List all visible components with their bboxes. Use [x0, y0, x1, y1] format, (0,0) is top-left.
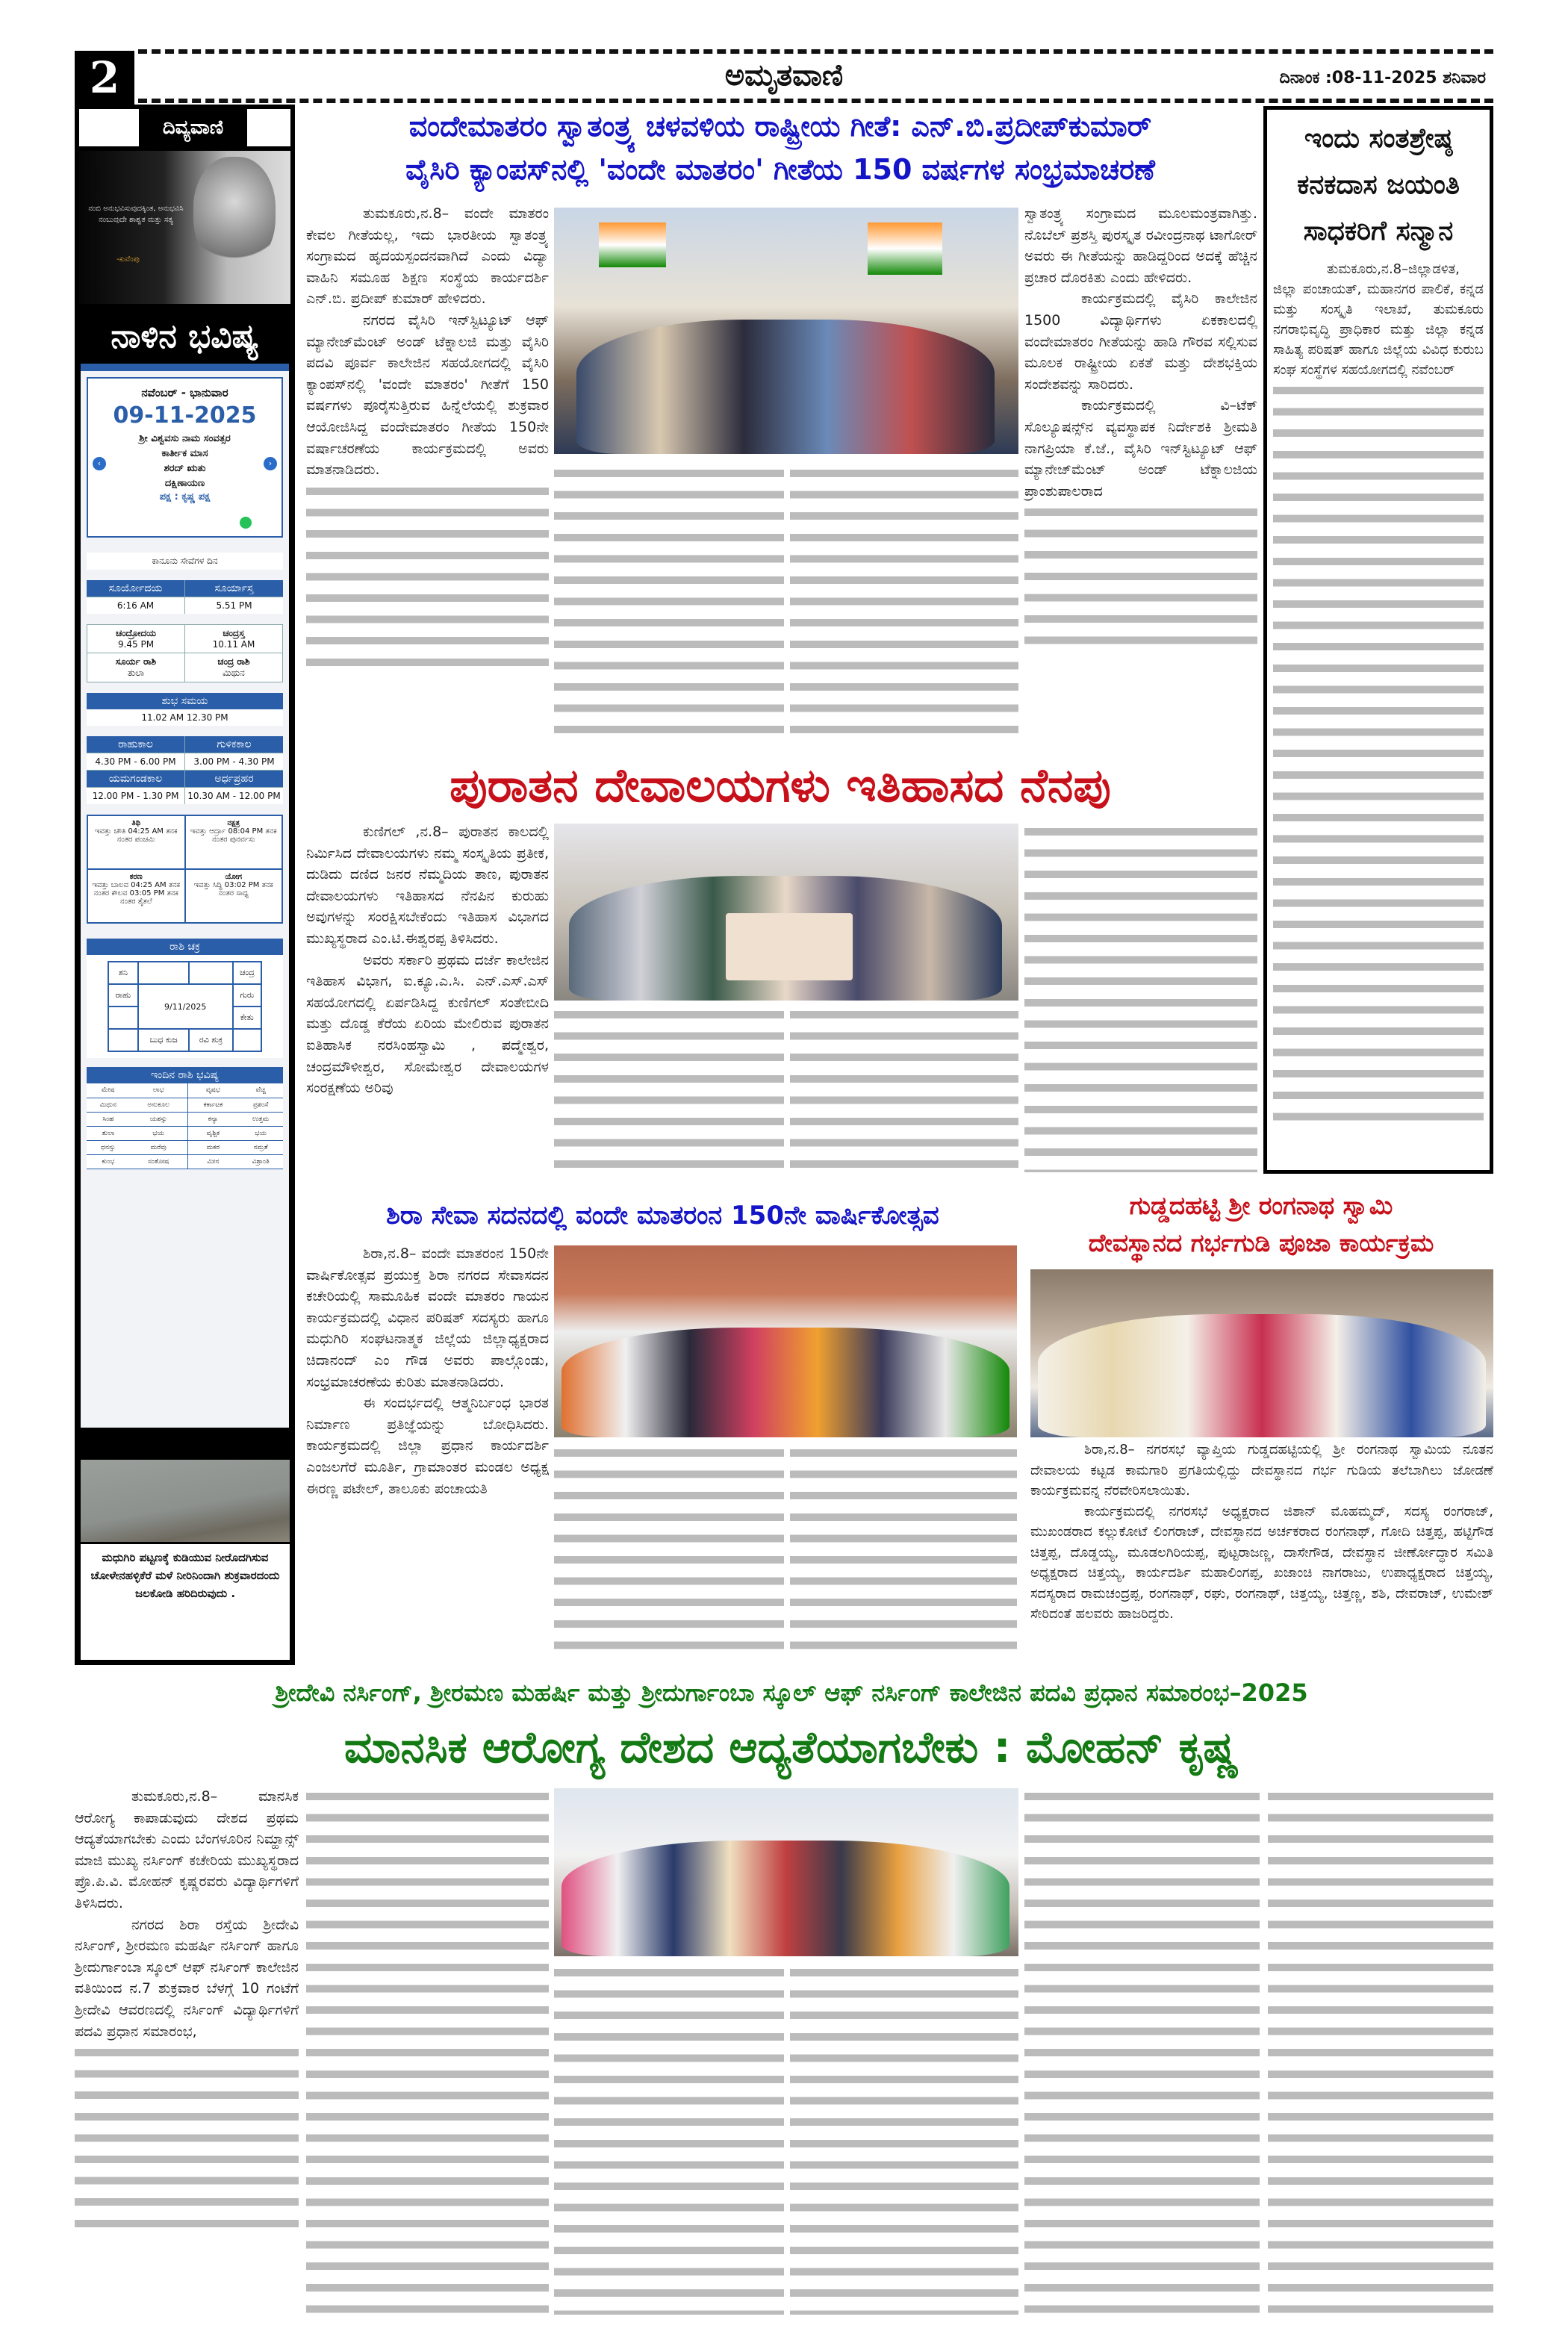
sunset-time: 5.51 PM: [185, 597, 283, 614]
kanaka-headline: ಇಂದು ಸಂತಶ್ರೇಷ್ಠ ಕನಕದಾಸ ಜಯಂತಿ ಸಾಧಕರಿಗೆ ಸನ್ಮಾನ: [1297, 123, 1460, 246]
nursing-col3: [554, 1962, 784, 2315]
rashi-row: [87, 1140, 283, 1154]
paragraph: ಶಿರಾ,ನ.8– ವಂದೇ ಮಾತರಂನ 150ನೇ ವಾರ್ಷಿಕೋತ್ಸವ ಪ್ರಯುಕ್ತ ಶಿರಾ ನಗರದ ಸೇವಾಸದನ ಕಚೇರಿಯಲ್ಲಿ ಸಾಮೂಹಿಕ ವಂದೇ ಮಾತರಂ ಗಾಯನ ಕಾರ್ಯಕ್ರಮದಲ್ಲಿ ವಿಧಾನ ಪರಿಷತ್ ಸದಸ್ಯರು ಹಾಗೂ ಮಧುಗಿರಿ ಸಂಘಟನಾತ್ಮಕ ಜಿಲ್ಲೆಯ ಜಿಲ್ಲಾಧ್ಯಕ್ಷರಾದ ಚಿದಾನಂದ್ ಎಂ ಗೌಡ ಅವರು ಪಾಲ್ಗೊಂಡು, ಸಂಭ್ರಮಾಚರಣೆಯ ಕುರಿತು ಮಾತನಾಡಿದರು.: [306, 1245, 549, 1390]
rashi-chakra-grid: [108, 961, 262, 1052]
temple-col3: [790, 1004, 1018, 1172]
photo-caption: ಮಧುಗಿರಿ ಪಟ್ಟಣಕ್ಕೆ ಕುಡಿಯುವ ನೀರೊದಗಿಸುವ ಚೋಳೇನಹಳ್ಳಿಕೆರೆ ಮಳೆ ನೀರಿನಿಂದಾಗಿ ಶುಕ್ರವಾರದಂದು ಜಲಕೋಡಿ ಹರಿದಿರುವುದು .: [81, 1544, 290, 1660]
divyavani-header: [79, 109, 290, 146]
rashi-chakra-title: ರಾಶಿ ಚಕ್ರ: [87, 939, 283, 955]
karana: ಇವತ್ತು ಬಾಲವ 04:25 AM ತನಕ ನಂತರ ಕೌಲವ 03:05 PM ತನಕ ನಂತರ ತೈತಲೆ: [92, 881, 181, 906]
kanakadasa-box: [1263, 106, 1493, 1174]
rashi-prediction: ಯಶಸ್ಸು: [149, 1115, 167, 1123]
sira-headline: ಶಿರಾ ಸೇವಾ ಸದನದಲ್ಲಿ ವಂದೇ ಮಾತರಂನ 150ನೇ ವಾರ್ಷಿಕೋತ್ಸವ: [386, 1201, 939, 1231]
nursing-col4: [790, 1962, 1018, 2315]
ranga-event-photo: [1030, 1269, 1493, 1437]
sira-event-photo: [554, 1245, 1017, 1437]
yama-time: 12.00 PM - 1.30 PM: [87, 788, 184, 804]
ayana: ದಕ್ಷಿಣಾಯಣ: [164, 478, 205, 489]
month-day: ನವೆಂಬರ್ - ಭಾನುವಾರ: [141, 386, 228, 399]
next-arrow-icon[interactable]: ›: [264, 457, 277, 470]
sunset-label: ಸೂರ್ಯಾಸ್ತ: [185, 580, 283, 597]
house: ಗುರು: [233, 984, 261, 1007]
temple-col1: [306, 821, 549, 1172]
ardha-label: ಅರ್ಧಪ್ರಹರ: [185, 771, 283, 787]
panchanga-panel: [81, 364, 289, 1428]
page-number: 2: [75, 51, 134, 105]
rashi-name: ಧನಸ್ಸು: [101, 1143, 116, 1151]
paragraph: ನಗರದ ಶಿರಾ ರಸ್ತೆಯ ಶ್ರೀದೇವಿ ನರ್ಸಿಂಗ್, ಶ್ರೀರಮಣ ಮಹರ್ಷಿ ನರ್ಸಿಂಗ್ ಹಾಗೂ ಶ್ರೀದುರ್ಗಾಂಬಾ ಸ್ಕೂಲ್ ಆಫ್ ನರ್ಸಿಂಗ್ ಕಾಲೇಜಿನ ವತಿಯಿಂದ ನ.7 ಶುಕ್ರವಾರ ಬೆಳಗ್ಗೆ 10 ಗಂಟೆಗೆ ಶ್ರೀದೇವಿ ಆವರಣದಲ್ಲಿ ನರ್ಸಿಂಗ್ ವಿದ್ಯಾರ್ಥಿಗಳಿಗೆ ಪದವಿ ಪ್ರಧಾನ ಸಮಾರಂಭ,: [75, 1916, 299, 2040]
vande-col3: [790, 463, 1018, 747]
header-rule-bottom: [138, 99, 1493, 103]
house: ಬುಧ ಕುಜ: [138, 1029, 190, 1051]
rashi-name: ತುಲಾ: [102, 1129, 115, 1137]
rashi-prediction: ಭಯ: [255, 1129, 267, 1137]
nursing-headline: ಮಾನಸಿಕ ಆರೋಗ್ಯ ದೇಶದ ಆದ್ಯತೆಯಾಗಬೇಕು : ಮೋಹನ್ ಕೃಷ್ಣ: [343, 1722, 1239, 1773]
house: ಕೇತು: [233, 1007, 261, 1029]
surya-rashi-label: ಸೂರ್ಯ ರಾಶಿ: [115, 656, 157, 667]
rashi-prediction: ಅನುಕೂಲ: [147, 1101, 169, 1109]
ranga-body: [1030, 1440, 1493, 1664]
moonrise-label: ಚಂದ್ರೋದಯ: [116, 628, 156, 638]
paksha: ಪಕ್ಷ : ಕೃಷ್ಣ ಪಕ್ಷ: [159, 491, 211, 503]
rashi-prediction: ಲಾಭ: [152, 1086, 164, 1095]
house: ಚಂದ್ರ: [233, 962, 261, 984]
rashi-prediction: ನಮ್ರತೆ: [253, 1143, 268, 1151]
temple-headline: ಪುರಾತನ ದೇವಾಲಯಗಳು ಇತಿಹಾಸದ ನೆನಪು: [449, 758, 1111, 812]
rashi-chakra: [87, 955, 283, 1058]
rashi-prediction: ವಿಶ್ರಾಂತಿ: [252, 1157, 270, 1166]
rashi-prediction: ಸಂತೋಷ: [147, 1157, 169, 1166]
chandra-rashi-label: ಚಂದ್ರ ರಾಶಿ: [217, 656, 250, 667]
rahu-time: 4.30 PM - 6.00 PM: [87, 753, 184, 770]
sira-col2: [554, 1443, 784, 1661]
rashi-prediction: ಪ್ರಶಂಸೆ: [253, 1101, 269, 1109]
nursing-kicker: ಶ್ರೀದೇವಿ ನರ್ಸಿಂಗ್, ಶ್ರೀರಮಣ ಮಹರ್ಷಿ ಮತ್ತು ಶ್ರೀದುರ್ಗಾಂಬಾ ಸ್ಕೂಲ್ ಆಫ್ ನರ್ಸಿಂಗ್ ಕಾಲೇಜಿನ ಪದವಿ ಪ್ರಧಾನ ಸಮಾರಂಭ–2025: [275, 1679, 1308, 1707]
temple-col4: [1024, 821, 1257, 1172]
ranga-headline: [1029, 1187, 1493, 1262]
paragraph: ಕಾರ್ಯಕ್ರಮದಲ್ಲಿ ವಿ–ಟೆಕ್ ಸೊಲ್ಯೂಷನ್ಸ್‌ನ ವ್ಯವಸ್ಥಾಪಕ ನಿರ್ದೇಶಕಿ ಶ್ರೀಮತಿ ನಾಗಪ್ರಿಯಾ ಕೆ.ಜೆ., ವೈಸಿರಿ ಇನ್‌ಸ್ಟಿಟ್ಯೂಟ್ ಆಫ್ ಮ್ಯಾನೇಜ್‌ಮೆಂಟ್ ಅಂಡ್ ಟೆಕ್ನಾಲಜಿಯ ಪ್ರಾಂಶುಪಾಲರಾದ: [1024, 397, 1257, 500]
gulika-time: 3.00 PM - 4.30 PM: [185, 753, 283, 770]
ranga-headline-line2: ದೇವಸ್ಥಾನದ ಗರ್ಭಗುಡಿ ಪೂಜಾ ಕಾರ್ಯಕ್ರಮ: [1088, 1228, 1434, 1257]
vande-headline: [306, 105, 1254, 191]
tithi-grid: [87, 815, 283, 924]
rashi-name: ಮೀನ: [187, 1154, 238, 1169]
rahu-label: ರಾಹುಕಾಲ: [87, 736, 184, 753]
kuvempu-quote-image: [79, 151, 290, 304]
rashi-name: ಮೇಷ: [102, 1086, 115, 1095]
karana-label: ಕರಣ: [129, 873, 143, 881]
vande-headline-line2: ವೈಸಿರಿ ಕ್ಯಾಂಪಸ್‌ನಲ್ಲಿ 'ವಂದೇ ಮಾತರಂ' ಗೀತೆಯ 150 ವರ್ಷಗಳ ಸಂಭ್ರಮಾಚರಣೆ: [405, 153, 1155, 186]
paragraph: ಅವರು ಸರ್ಕಾರಿ ಪ್ರಥಮ ದರ್ಜೆ ಕಾಲೇಜಿನ ಇತಿಹಾಸ ವಿಭಾಗ, ಐ.ಕ್ಯೂ.ಎ.ಸಿ. ಎನ್.ಎಸ್.ಎಸ್ ಸಹಯೋಗದಲ್ಲಿ ಏರ್ಪಡಿಸಿದ್ದ ಕುಣಿಗಲ್ ಸಂತೇಬೀದಿ ಮತ್ತು ದೊಡ್ಡ ಕೆರೆಯ ಏರಿಯ ಮೇಲಿರುವ ಪುರಾತನ ಐತಿಹಾಸಿಕ ನರಸಿಂಹಸ್ವಾಮಿ , ಪದ್ಮೇಶ್ವರ, ಚಂದ್ರಮೌಳೀಶ್ವರ, ಸೋಮೇಶ್ವರ ದೇವಾಲಯಗಳ ಸಂರಕ್ಷಣೆಯ ಅರಿವು: [306, 951, 549, 1097]
rashi-row: [87, 1154, 283, 1169]
sunrise-label: ಸೂರ್ಯೋದಯ: [87, 580, 184, 597]
sunrise-time: 6:16 AM: [87, 597, 184, 614]
nakshatra: ಇವತ್ತು ಆರ್ದ್ರಾ 08:04 PM ತನಕ ನಂತರ ಪುನರ್ವಸು: [190, 827, 277, 844]
gulika-label: ಗುಳಿಕಕಾಲ: [185, 736, 283, 753]
special-day: ಕಾನೂನು ಸೇವೆಗಳ ದಿನ: [87, 553, 283, 570]
header-rule-top: [138, 49, 1493, 54]
vande-col1: [306, 203, 549, 747]
moonset-time: 10.11 AM: [212, 639, 255, 650]
chandra-rashi: ಮಿಥುನ: [223, 668, 245, 678]
temple-col2: [554, 1004, 784, 1172]
rashi-name: ಕುಂಭ: [102, 1157, 115, 1166]
tithi-label: ತಿಥಿ: [131, 819, 141, 827]
rashi-bhavishya-table: [87, 1083, 283, 1169]
rashi-name: ವೃಶ್ಚಿಕ: [187, 1126, 238, 1140]
tithi: ಇವತ್ತು ಚೌತಿ 04:25 AM ತನಕ ನಂತರ ಪಂಚಮಿ: [95, 827, 178, 844]
house: ಶನಿ: [108, 962, 138, 984]
surya-rashi: ತುಲಾ: [127, 668, 145, 678]
sun-times: [87, 580, 283, 614]
paragraph: ಶಿರಾ,ನ.8– ನಗರಸಭೆ ವ್ಯಾಪ್ತಿಯ ಗುಡ್ಡದಹಟ್ಟಿಯಲ್ಲಿ ಶ್ರೀ ರಂಗನಾಥ ಸ್ವಾಮಿಯ ನೂತನ ದೇವಾಲಯ ಕಟ್ಟಡ ಕಾಮಗಾರಿ ಪ್ರಗತಿಯಲ್ಲಿದ್ದು ದೇವಸ್ಥಾನದ ಗರ್ಭ ಗುಡಿಯ ತಲೆಬಾಗಿಲು ಜೋಡಣೆ ಕಾರ್ಯಕ್ರಮವನ್ನ ನೆರವೇರಿಸಲಾಯಿತು.: [1030, 1442, 1493, 1499]
moon-rashi: [87, 624, 283, 682]
chakra-date: 9/11/2025: [138, 984, 233, 1029]
ardha-time: 10.30 AM - 12.00 PM: [185, 788, 283, 804]
paragraph: ಕಾರ್ಯಕ್ರಮದಲ್ಲಿ ವೈಸಿರಿ ಕಾಲೇಜಿನ 1500 ವಿದ್ಯಾರ್ಥಿಗಳು ಏಕಕಾಲದಲ್ಲಿ ವಂದೇಮಾತರಂ ಗೀತೆಯನ್ನು ಹಾಡಿ ಗೌರವ ಸಲ್ಲಿಸುವ ಮೂಲಕ ರಾಷ್ಟ್ರೀಯ ಏಕತೆ ಮತ್ತು ದೇಶಭಕ್ತಿಯ ಸಂದೇಶವನ್ನು ಸಾರಿದರು.: [1024, 290, 1257, 393]
prev-arrow-icon[interactable]: ‹: [93, 457, 106, 470]
kala-times: [87, 736, 283, 804]
masthead: ಅಮೃತವಾಣಿ: [724, 58, 844, 93]
rashi-prediction: ಮರೆವು: [150, 1143, 167, 1151]
portrait: [193, 157, 276, 269]
yoga: ಇವತ್ತು ಸಿದ್ಧಿ 03:02 PM ತನಕ ನಂತರ ಸಾಧ್ಯ: [193, 881, 273, 897]
nursing-col2: [306, 1786, 549, 2315]
paragraph: ಈ ಸಂದರ್ಭದಲ್ಲಿ ಆತ್ಮನಿರ್ಬಂಧ ಭಾರತ ನಿರ್ಮಾಣ ಪ್ರತಿಜ್ಞೆಯನ್ನು ಬೋಧಿಸಿದರು. ಕಾರ್ಯಕ್ರಮದಲ್ಲಿ ಜಿಲ್ಲಾ ಪ್ರಧಾನ ಕಾರ್ಯದರ್ಶಿ ಎಂಜಲಗೆರೆ ಮೂರ್ತಿ, ಗ್ರಾಮಾಂತರ ಮಂಡಲ ಅಧ್ಯಕ್ಷ ಈರಣ್ಣ ಪಟೇಲ್, ತಾಲೂಕು ಪಂಚಾಯತಿ: [306, 1395, 549, 1497]
whatsapp-icon[interactable]: [240, 517, 252, 529]
rashi-row: [87, 1112, 283, 1126]
paragraph: ತುಮಕೂರು,ನ.8– ವಂದೇ ಮಾತರಂ ಕೇವಲ ಗೀತೆಯಲ್ಲ, ಇದು ಭಾರತೀಯ ಸ್ವಾತಂತ್ರ್ಯ ಸಂಗ್ರಾಮದ ಹೃದಯಸ್ಪಂದನವಾಗಿದೆ ಎಂದು ವಿದ್ಯಾ ವಾಹಿನಿ ಸಮೂಹ ಶಿಕ್ಷಣ ಸಂಸ್ಥೆಯ ಕಾರ್ಯದರ್ಶಿ ಎನ್.ಬಿ. ಪ್ರದೀಪ್ ಕುಮಾರ್ ಹೇಳಿದರು.: [306, 205, 549, 308]
nakshatra-label: ನಕ್ಷತ್ರ: [227, 819, 240, 827]
rashi-row: [87, 1083, 283, 1098]
nursing-col1: [75, 1786, 299, 2315]
shubha-time: 11.02 AM 12.30 PM: [87, 709, 283, 726]
paragraph: ತುಮಕೂರು,ನ.8–ಜಿಲ್ಲಾಡಳಿತ, ಜಿಲ್ಲಾ ಪಂಚಾಯತ್, ಮಹಾನಗರ ಪಾಲಿಕೆ, ಕನ್ನಡ ಮತ್ತು ಸಂಸ್ಕೃತಿ ಇಲಾಖೆ, ತುಮಕೂರು ನಗರಾಭಿವೃದ್ಧಿ ಪ್ರಾಧಿಕಾರ ಮತ್ತು ಜಿಲ್ಲಾ ಕನ್ನಡ ಸಾಹಿತ್ಯ ಪರಿಷತ್ ಹಾಗೂ ಜಿಲ್ಲೆಯ ವಿವಿಧ ಕುರುಬ ಸಂಘ ಸಂಸ್ಥೆಗಳ ಸಹಯೋಗದಲ್ಲಿ ನವೆಂಬರ್: [1273, 261, 1484, 378]
rashi-prediction: ಭಯ: [152, 1129, 165, 1137]
paragraph: ಸ್ವಾತಂತ್ರ್ಯ ಸಂಗ್ರಾಮದ ಮೂಲಮಂತ್ರವಾಗಿತ್ತು. ನೊಬೆಲ್ ಪ್ರಶಸ್ತಿ ಪುರಸ್ಕೃತ ರವೀಂದ್ರನಾಥ ಟಾಗೋರ್ ಅವರು ಈ ಗೀತೆಯನ್ನು ಹಾಡಿದ್ದರಿಂದ ಅದಕ್ಕೆ ಹೆಚ್ಚಿನ ಪ್ರಚಾರ ದೊರಕಿತು ಎಂದು ಹೇಳಿದರು.: [1024, 205, 1257, 286]
ritu: ಶರದ್ ಋತು: [164, 463, 206, 474]
ranga-headline-line1: ಗುಡ್ಡದಹಟ್ಟಿ ಶ್ರೀ ರಂಗನಾಥ ಸ್ವಾಮಿ: [1129, 1191, 1393, 1220]
masa: ಕಾರ್ತೀಕ ಮಾಸ: [161, 448, 208, 459]
moonset-label: ಚಂದ್ರಸ್ತ: [223, 628, 245, 638]
sira-col3: [790, 1443, 1017, 1661]
rashi-name: ಕನ್ಯಾ: [187, 1112, 238, 1126]
moonrise-time: 9.45 PM: [117, 639, 155, 650]
yama-label: ಯಮಗಂಡಕಾಲ: [87, 771, 184, 787]
date-card: [87, 377, 283, 538]
shubha-label: ಶುಭ ಸಮಯ: [87, 693, 283, 709]
rashi-row: [87, 1126, 283, 1140]
yoga-label: ಯೋಗ: [225, 873, 243, 881]
rashi-name: ಕರ್ಕಾಟಕ: [187, 1098, 238, 1112]
vande-col4: [1024, 203, 1257, 747]
quote-author: -ಕುವೆಂಪು: [116, 255, 140, 264]
rashi-name: ವೃಷಭ: [187, 1083, 238, 1098]
rashi-name: ಮಿಥುನ: [99, 1101, 116, 1109]
quote-text: ನಂಬಿ ಅನುಭವಿಸುವುದಕ್ಕಿಂತ, ಅನುಭವಿಸಿ ನಂಬುವುದೇ ಶಾಶ್ವತ ಮತ್ತು ಸತ್ಯ: [88, 205, 184, 224]
vaisiri-event-photo: [554, 208, 1018, 454]
rashi-row: [87, 1098, 283, 1112]
house: ರವಿ ಶುಕ್ರ: [189, 1029, 232, 1051]
rashi-prediction: ಉತ್ತಮ: [252, 1115, 270, 1123]
paragraph: ತುಮಕೂರು,ನ.8– ಮಾನಸಿಕ ಆರೋಗ್ಯ ಕಾಪಾಡುವುದು ದೇಶದ ಪ್ರಥಮ ಆದ್ಯತೆಯಾಗಬೇಕು ಎಂದು ಬೆಂಗಳೂರಿನ ನಿಮ್ಹಾನ್ಸ್ ಮಾಜಿ ಮುಖ್ಯ ನರ್ಸಿಂಗ್ ಕಚೇರಿಯ ಮುಖ್ಯಸ್ಥರಾದ ಪ್ರೊ.ಪಿ.ವಿ. ಮೋಹನ್ ಕೃಷ್ಣರವರು ವಿದ್ಯಾರ್ಥಿಗಳಿಗೆ ತಿಳಿಸಿದರು.: [75, 1788, 299, 1911]
graduation-photo: [554, 1788, 1018, 1956]
issue-date: ದಿನಾಂಕ :08-11-2025 ಶನಿವಾರ: [1279, 69, 1486, 87]
nursing-col6: [1268, 1786, 1493, 2315]
nursing-col5: [1024, 1786, 1260, 2315]
paragraph: ಕುಣಿಗಲ್ ,ನ.8– ಪುರಾತನ ಕಾಲದಲ್ಲಿ ನಿರ್ಮಿಸಿದ ದೇವಾಲಯಗಳು ನಮ್ಮ ಸಂಸ್ಕೃತಿಯ ಪ್ರತೀಕ, ದುಡಿದು ದಣಿದ ಜನರ ನೆಮ್ಮದಿಯ ತಾಣ, ಪುರಾತನ ದೇವಾಲಯಗಳು ಇತಿಹಾಸದ ನೆನಪಿನ ಕುರುಹು ಅವುಗಳನ್ನು ಸಂರಕ್ಷಿಸಬೇಕೆಂದು ಇತಿಹಾಸ ವಿಭಾಗದ ಮುಖ್ಯಸ್ಥರಾದ ಎಂ.ಟಿ.ಈಶ್ವರಪ್ಪ ತಿಳಿಸಿದರು.: [306, 824, 549, 947]
rashi-name: ಮಕರ: [187, 1140, 238, 1154]
rashi-name: ಸಿಂಹ: [102, 1115, 114, 1123]
panchanga-date: 09-11-2025: [113, 402, 257, 429]
divyavani-title: ದಿವ್ಯವಾಣಿ: [139, 109, 247, 146]
bhavishya-title: ನಾಳಿನ ಭವಿಷ್ಯ: [111, 317, 259, 355]
temple-visit-photo: [554, 824, 1018, 1001]
left-sidebar: [75, 105, 295, 1665]
house: ರಾಹು: [108, 984, 138, 1007]
vande-col2: [554, 463, 784, 747]
samvatsara: ಶ್ರೀ ವಿಶ್ವವಸು ನಾಮ ಸಂವತ್ಸರ: [139, 433, 231, 444]
lake-photo: [81, 1460, 290, 1542]
vande-headline-line1: ವಂದೇಮಾತರಂ ಸ್ವಾತಂತ್ರ್ಯ ಚಳವಳಿಯ ರಾಷ್ಟ್ರೀಯ ಗೀತೆ: ಎನ್.ಬಿ.ಪ್ರದೀಪ್‌ಕುಮಾರ್: [408, 110, 1152, 143]
rashi-bhavishya-title: ಇಂದಿನ ರಾಶಿ ಭವಿಷ್ಯ: [87, 1067, 283, 1083]
paragraph: ನಗರದ ವೈಸಿರಿ ಇನ್‌ಸ್ಟಿಟ್ಯೂಟ್ ಆಫ್ ಮ್ಯಾನೇಜ್‌ಮೆಂಟ್ ಅಂಡ್ ಟೆಕ್ನಾಲಜಿ ಮತ್ತು ವೈಸಿರಿ ಪದವಿ ಪೂರ್ವ ಕಾಲೇಜಿನ ಸಹಯೋಗದಲ್ಲಿ ವೈಸಿರಿ ಕ್ಯಾಂಪಸ್‌ನಲ್ಲಿ 'ವಂದೇ ಮಾತರಂ' ಗೀತೆಗೆ 150 ವರ್ಷಗಳು ಪೂರೈಸುತ್ತಿರುವ ಹಿನ್ನೆಲೆಯಲ್ಲಿ ಶುಕ್ರವಾರ ಆಯೋಜಿಸಿದ್ದ ವಂದೇಮಾತರಂ ಗೀತೆಯ 150ನೇ ವರ್ಷಾಚರಣೆಯ ಕಾರ್ಯಕ್ರಮದಲ್ಲಿ ಅವರು ಮಾತನಾಡಿದರು.: [306, 311, 549, 479]
sira-col1: [306, 1243, 549, 1661]
paragraph: ಕಾರ್ಯಕ್ರಮದಲ್ಲಿ ನಗರಸಭೆ ಅಧ್ಯಕ್ಷರಾದ ಜಿಶಾನ್ ಮೊಹಮ್ಮದ್, ಸದಸ್ಯ ರಂಗರಾಜ್, ಮುಖಂಡರಾದ ಕಲ್ಲುಕೋಟೆ ಲಿಂಗರಾಜ್, ದೇವಸ್ಥಾನದ ಅರ್ಚಕರಾದ ರಂಗನಾಥ್, ಗೋದಿ ಚಿತ್ತಪ್ಪ, ಹಟ್ಟಿಗೌಡ ಚಿತ್ತಪ್ಪ, ದೊಡ್ಡಯ್ಯ, ಮೂಡಲಗಿರಿಯಪ್ಪ, ಪುಟ್ಟರಾಜಣ್ಣ, ದಾಸೇಗೌಡ, ದೇವಸ್ಥಾನ ಜೀರ್ಣೋದ್ಧಾರ ಸಮಿತಿ ಅಧ್ಯಕ್ಷರಾದ ಚಿತ್ತಯ್ಯ, ಕಾರ್ಯದರ್ಶಿ ಮಹಾಲಿಂಗಪ್ಪ, ಖಜಾಂಚಿ ನಾಗರಾಜು, ಉಪಾಧ್ಯಕ್ಷರಾದ ಚಿತ್ತಯ್ಯ, ಸದಸ್ಯರಾದ ರಾಮಚಂದ್ರಪ್ಪ, ರಂಗನಾಥ್, ರಘು, ರಂಗನಾಥ್, ಚಿತ್ತಯ್ಯ, ಚಿತ್ತಣ್ಣ, ಶಶಿ, ದೇವರಾಜ್, ಉಮೇಶ್ ಸೇರಿದಂತೆ ಹಲವರು ಹಾಜರಿದ್ದರು.: [1030, 1503, 1493, 1622]
rashi-prediction: ವೆಚ್ಚ: [255, 1086, 266, 1095]
